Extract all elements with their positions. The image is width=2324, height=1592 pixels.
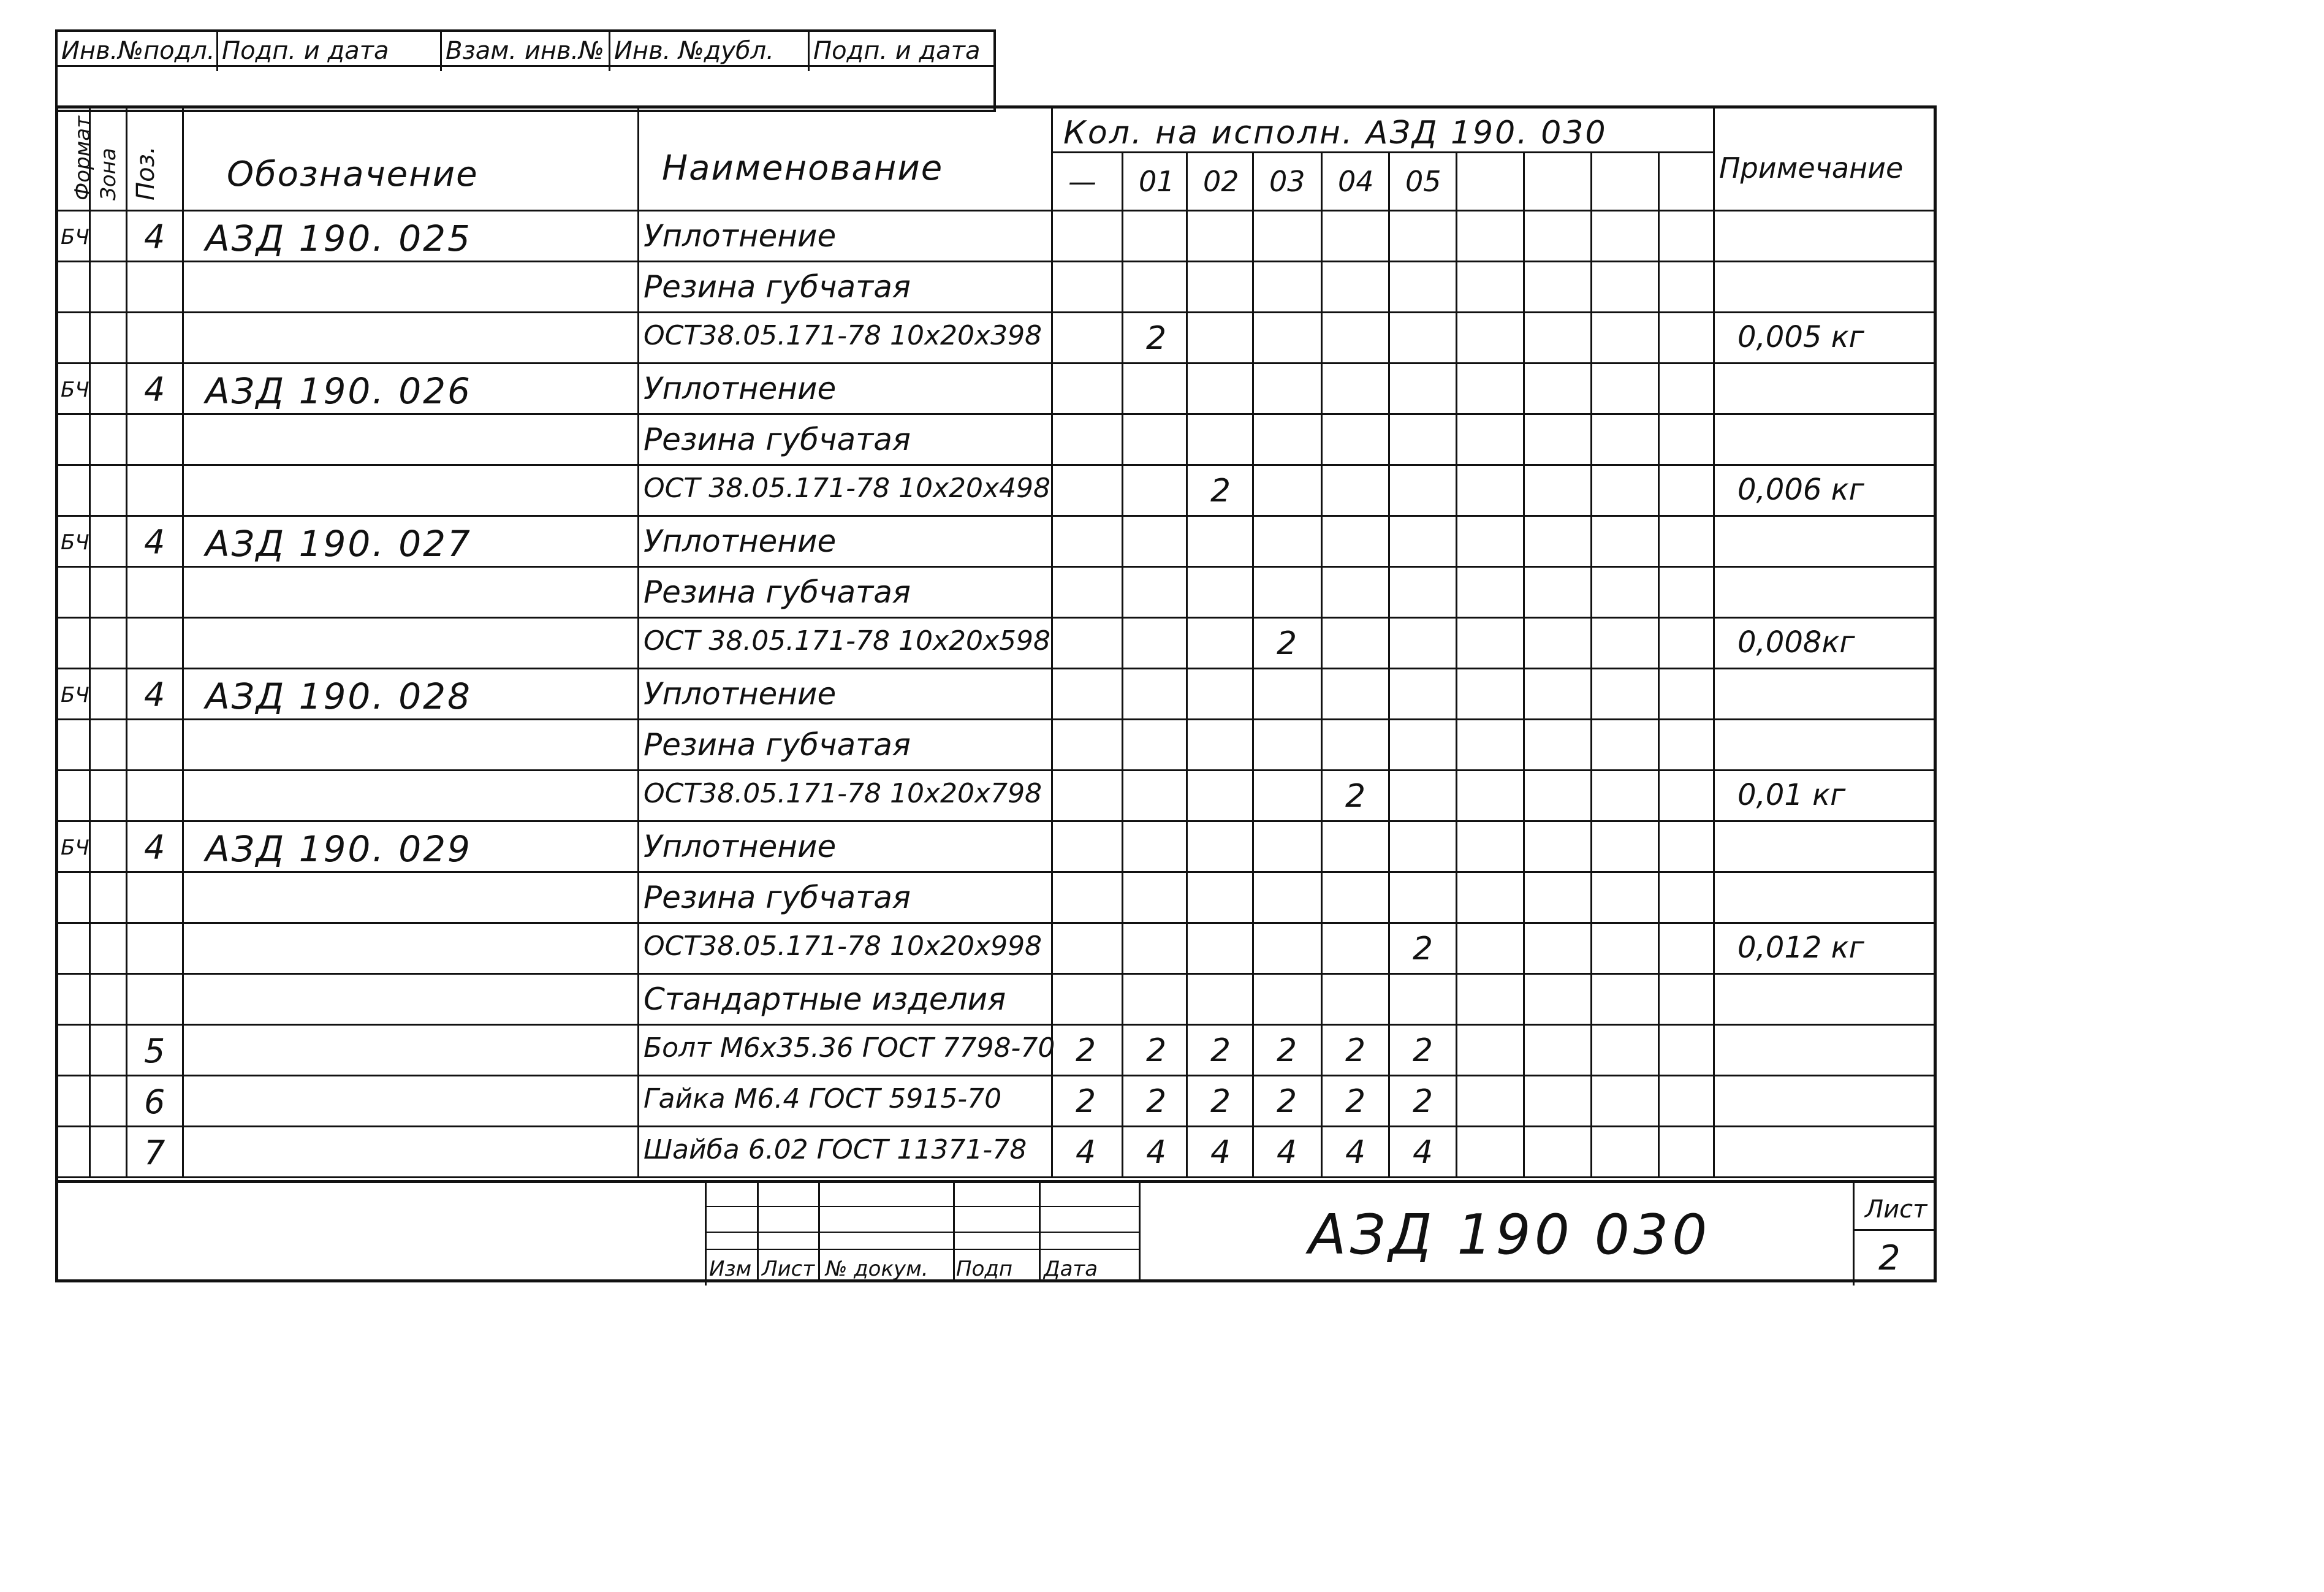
archive-stamp xyxy=(55,29,996,112)
quantity-cell: 2 xyxy=(1076,1083,1096,1120)
format-cell: БЧ xyxy=(61,378,89,402)
stamp-col xyxy=(610,32,810,71)
column-rule xyxy=(1051,109,1053,1176)
revision-row-rule xyxy=(705,1249,1139,1250)
quantity-cell: 2 xyxy=(1413,1032,1434,1069)
stamp-header: Взам. инв.№ xyxy=(442,32,609,67)
sheet-col-label: Лист xyxy=(762,1257,815,1281)
revision-label: Изм xyxy=(709,1257,752,1281)
column-rule xyxy=(1523,151,1525,1176)
revision-column-rule xyxy=(1139,1180,1141,1282)
variant-header: 02 xyxy=(1203,165,1239,198)
quantity-cell: 2 xyxy=(1210,1083,1231,1120)
designation-cell: АЗД 190. 026 xyxy=(205,370,472,412)
designation-cell: АЗД 190. 027 xyxy=(205,523,472,565)
position-cell: 4 xyxy=(144,676,165,714)
quantity-cell: 2 xyxy=(1210,473,1231,509)
designation-cell: АЗД 190. 025 xyxy=(205,218,472,259)
header-zone: Зона xyxy=(96,148,121,200)
row-rule xyxy=(58,1176,1937,1178)
name-cell: Гайка М6.4 ГОСТ 5915-70 xyxy=(644,1083,1002,1114)
sheet-label: Лист xyxy=(1865,1195,1927,1224)
header-format: Формат xyxy=(70,116,95,200)
quantity-cell: 4 xyxy=(1277,1134,1297,1171)
designation-cell: АЗД 190. 028 xyxy=(205,676,472,717)
row-rule xyxy=(58,515,1937,517)
column-rule xyxy=(89,109,91,1176)
header-quantity-title: Кол. на исполн. АЗД 190. 030 xyxy=(1063,115,1608,151)
row-rule xyxy=(58,311,1937,313)
row-rule xyxy=(58,210,1937,211)
row-rule xyxy=(58,668,1937,669)
quantity-cell: 2 xyxy=(1277,625,1297,662)
column-rule xyxy=(1186,151,1188,1176)
stamp-header: Подп. и дата xyxy=(810,32,993,67)
note-cell: 0,008кг xyxy=(1737,625,1855,660)
row-rule xyxy=(58,1125,1937,1127)
column-rule xyxy=(1713,109,1715,1176)
document-number-label: № докум. xyxy=(826,1257,928,1281)
format-cell: БЧ xyxy=(61,530,89,555)
specification-table xyxy=(55,105,1937,1282)
position-cell: 4 xyxy=(144,828,165,867)
name-cell: Резина губчатая xyxy=(644,422,911,457)
name-cell: Болт М6х35.36 ГОСТ 7798-70 xyxy=(644,1032,1055,1064)
note-cell: 0,012 кг xyxy=(1737,931,1864,965)
quantity-cell: 2 xyxy=(1146,320,1167,357)
row-rule xyxy=(58,922,1937,924)
row-rule xyxy=(58,1024,1937,1026)
revision-row-rule xyxy=(705,1206,1139,1207)
name-cell: ОСТ38.05.171-78 10х20х998 xyxy=(644,931,1042,962)
variant-header: 05 xyxy=(1405,165,1441,198)
signature-label: Подп xyxy=(956,1257,1013,1281)
name-cell: Резина губчатая xyxy=(644,269,911,305)
position-cell: 5 xyxy=(144,1032,165,1070)
title-block xyxy=(58,1180,1934,1289)
variant-header: — xyxy=(1068,165,1096,198)
stamp-header: Инв. №дубл. xyxy=(610,32,808,67)
quantity-cell: 4 xyxy=(1413,1134,1434,1171)
quantity-cell: 2 xyxy=(1345,778,1366,815)
quantity-cell: 2 xyxy=(1277,1083,1297,1120)
column-rule xyxy=(1456,151,1457,1176)
quantity-cell: 2 xyxy=(1345,1083,1366,1120)
row-rule xyxy=(58,973,1937,975)
row-rule xyxy=(58,871,1937,873)
quantity-cell: 4 xyxy=(1076,1134,1096,1171)
quantity-cell: 2 xyxy=(1277,1032,1297,1069)
name-cell: Резина губчатая xyxy=(644,727,911,763)
name-cell: Уплотнение xyxy=(644,829,837,864)
row-rule xyxy=(58,820,1937,822)
position-cell: 4 xyxy=(144,218,165,256)
header-note: Примечание xyxy=(1719,151,1904,185)
name-cell: ОСТ 38.05.171-78 10х20х598 xyxy=(644,625,1051,657)
revision-row-rule xyxy=(705,1232,1139,1233)
row-rule xyxy=(58,362,1937,364)
variant-header: 03 xyxy=(1269,165,1305,198)
position-cell: 6 xyxy=(144,1083,165,1121)
stamp-col xyxy=(58,32,218,71)
note-cell: 0,005 кг xyxy=(1737,320,1864,354)
quantity-cell: 2 xyxy=(1146,1083,1167,1120)
column-rule xyxy=(126,109,127,1176)
column-rule xyxy=(1321,151,1323,1176)
variant-header: 01 xyxy=(1139,165,1175,198)
column-rule xyxy=(1388,151,1390,1176)
name-cell: Уплотнение xyxy=(644,218,837,254)
header-position: Поз. xyxy=(132,146,160,200)
stamp-header: Инв.№подл. xyxy=(58,32,216,67)
format-cell: БЧ xyxy=(61,225,89,249)
name-cell: ОСТ 38.05.171-78 10х20х498 xyxy=(644,473,1051,504)
name-cell: Шайба 6.02 ГОСТ 11371-78 xyxy=(644,1134,1027,1165)
position-cell: 4 xyxy=(144,523,165,562)
quantity-cell: 2 xyxy=(1146,1032,1167,1069)
stamp-col xyxy=(442,32,610,71)
document-code: АЗД 190 030 xyxy=(1308,1203,1711,1267)
quantity-cell: 4 xyxy=(1345,1134,1366,1171)
row-rule xyxy=(58,566,1937,568)
name-cell: ОСТ38.05.171-78 10х20х798 xyxy=(644,778,1042,809)
quantity-cell: 2 xyxy=(1210,1032,1231,1069)
quantity-title-rule xyxy=(1051,151,1713,153)
quantity-cell: 2 xyxy=(1076,1032,1096,1069)
name-cell: Резина губчатая xyxy=(644,574,911,610)
stamp-header: Подп. и дата xyxy=(218,32,440,67)
column-rule xyxy=(1252,151,1254,1176)
quantity-cell: 2 xyxy=(1413,931,1434,967)
quantity-cell: 4 xyxy=(1210,1134,1231,1171)
row-rule xyxy=(58,464,1937,466)
row-rule xyxy=(58,413,1937,415)
row-rule xyxy=(58,769,1937,771)
column-rule xyxy=(1590,151,1592,1176)
quantity-cell: 4 xyxy=(1146,1134,1167,1171)
header-name: Наименование xyxy=(662,148,944,188)
variant-header: 04 xyxy=(1338,165,1374,198)
name-cell: Уплотнение xyxy=(644,524,837,559)
header-designation: Обозначение xyxy=(227,154,479,194)
format-cell: БЧ xyxy=(61,683,89,707)
row-rule xyxy=(58,718,1937,720)
column-rule xyxy=(1658,151,1660,1176)
row-rule xyxy=(58,261,1937,262)
position-cell: 7 xyxy=(144,1133,165,1172)
sheet-number: 2 xyxy=(1878,1238,1901,1278)
column-rule xyxy=(182,109,184,1176)
column-rule xyxy=(1122,151,1123,1176)
designation-cell: АЗД 190. 029 xyxy=(205,828,472,870)
position-cell: 4 xyxy=(144,370,165,409)
stamp-col xyxy=(810,32,993,71)
name-cell: Уплотнение xyxy=(644,371,837,406)
note-cell: 0,006 кг xyxy=(1737,473,1864,507)
name-cell: Стандартные изделия xyxy=(644,981,1006,1017)
note-cell: 0,01 кг xyxy=(1737,778,1846,812)
row-rule xyxy=(58,617,1937,619)
sheet-divider xyxy=(1853,1229,1937,1231)
column-rule xyxy=(637,109,639,1176)
format-cell: БЧ xyxy=(61,836,89,860)
stamp-col xyxy=(218,32,442,71)
date-label: Дата xyxy=(1044,1257,1098,1281)
name-cell: Резина губчатая xyxy=(644,880,911,915)
quantity-cell: 2 xyxy=(1413,1083,1434,1120)
quantity-cell: 2 xyxy=(1345,1032,1366,1069)
name-cell: ОСТ38.05.171-78 10х20х398 xyxy=(644,320,1042,351)
name-cell: Уплотнение xyxy=(644,676,837,712)
row-rule xyxy=(58,1075,1937,1076)
